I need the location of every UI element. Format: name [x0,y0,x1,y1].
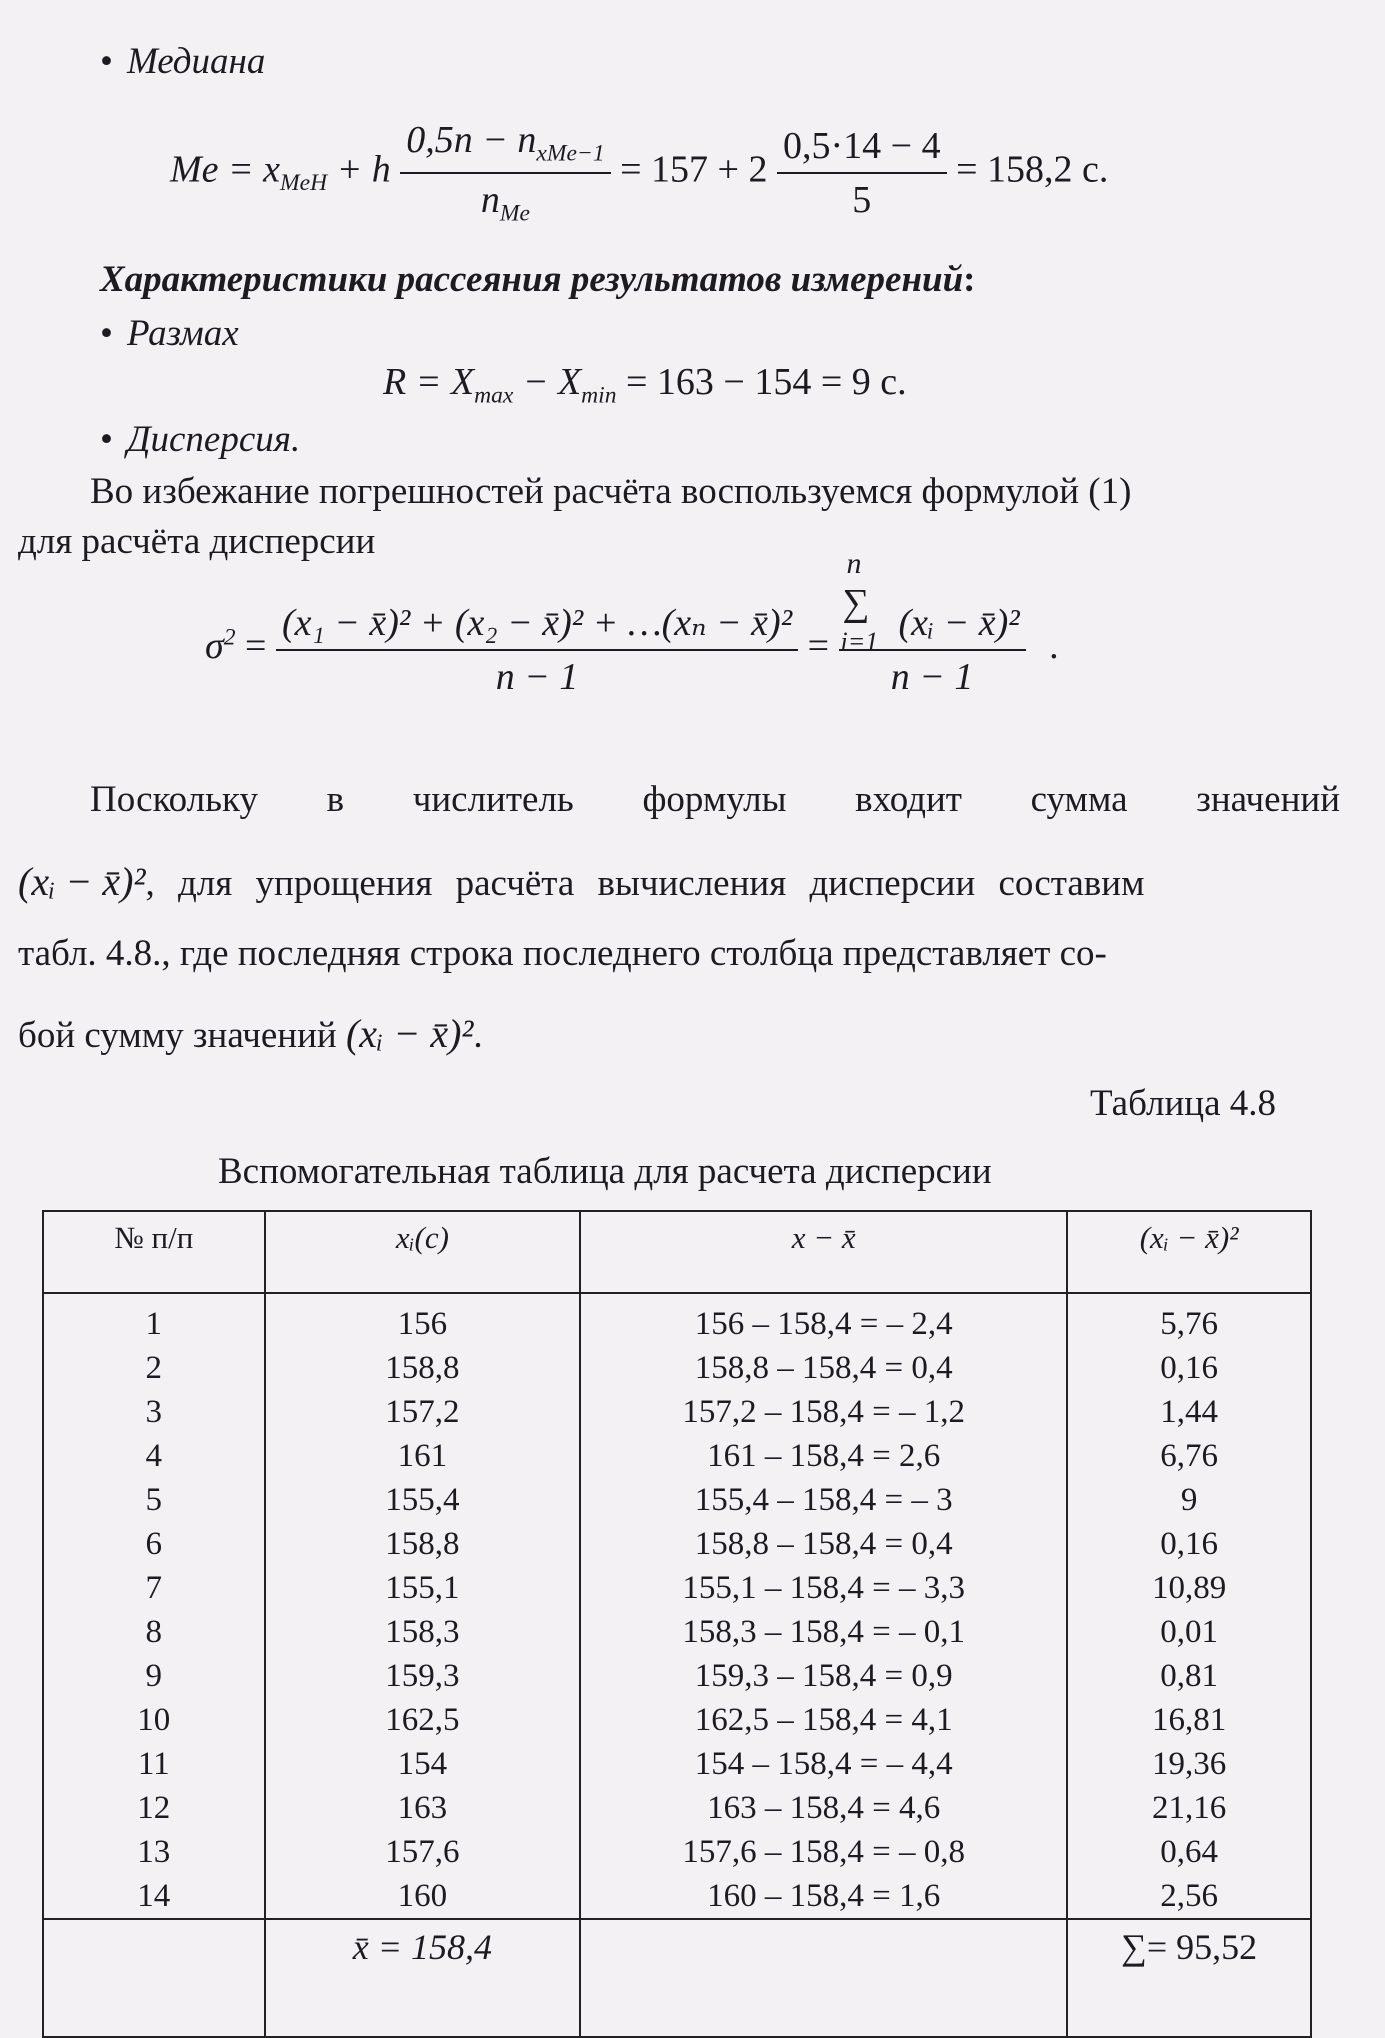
table-caption: Вспомогательная таблица для расчета дисперсии [218,1151,992,1192]
cell-index: 5 [43,1478,265,1522]
scatter-heading [100,258,975,301]
cell-deviation: 163 – 158,4 = 4,6 [580,1786,1067,1830]
cell-xi: 158,3 [265,1610,581,1654]
cell-index: 1 [43,1293,265,1346]
scatter-heading-colon: : [963,259,976,300]
cell-xi: 162,5 [265,1698,581,1742]
cell-deviation: 157,6 – 158,4 = – 0,8 [580,1830,1067,1874]
median-lhs-sub: MeH [280,169,328,196]
paragraph2-line-4-end: . [473,1015,483,1056]
cell-index: 6 [43,1522,265,1566]
median-frac2-num: 0,5·14 − 4 [782,124,941,167]
cell-index: 14 [43,1874,265,1919]
cell-deviation: 157,2 – 158,4 = – 1,2 [580,1390,1067,1434]
cell-deviation: 158,8 – 158,4 = 0,4 [580,1346,1067,1390]
cell-squared-deviation: 21,16 [1067,1786,1311,1830]
variance-paragraph-line-2: для расчёта дисперсии [18,521,376,562]
paragraph2-expr-1: (xᵢ − x̄)² [18,859,146,904]
cell-index: 11 [43,1742,265,1786]
table-label: Таблица 4.8 [1090,1083,1276,1124]
variance-num-2: (xᵢ − x̄)² [898,601,1020,644]
cell-index: 9 [43,1654,265,1698]
range-formula [383,360,907,410]
header-deviation: x − x̄ [580,1211,1067,1293]
cell-xi: 157,6 [265,1830,581,1874]
variance-num-1: (x₁ − x̄)² + (x₂ − x̄)² + …(xₙ − x̄)² [281,602,793,644]
cell-squared-deviation: 0,01 [1067,1610,1311,1654]
cell-xi: 157,2 [265,1390,581,1434]
range-heading: • Размах [100,312,239,355]
cell-deviation: 154 – 158,4 = – 4,4 [580,1742,1067,1786]
median-lhs: Me = x [170,148,281,191]
footer-mean: x̄ = 158,4 [265,1919,581,2037]
variance-table [42,1210,1312,2038]
variance-paragraph-line-1: Во избежание погрешностей расчёта воспользуемся формулой (1) [90,471,1132,512]
cell-squared-deviation: 2,56 [1067,1874,1311,1919]
cell-index: 4 [43,1434,265,1478]
table-row [43,1434,1311,1478]
footer-empty-2 [580,1919,1067,2037]
cell-xi: 159,3 [265,1654,581,1698]
cell-deviation: 159,3 – 158,4 = 0,9 [580,1654,1067,1698]
variance-formula-dot: . [1049,625,1059,668]
sum-lower-limit: i=1 [840,626,879,656]
variance-den-2: n − 1 [839,649,1026,699]
cell-xi: 158,8 [265,1522,581,1566]
cell-deviation: 155,1 – 158,4 = – 3,3 [580,1566,1067,1610]
cell-index: 12 [43,1786,265,1830]
variance-formula [205,546,1059,699]
variance-fraction-1 [276,600,798,699]
cell-index: 8 [43,1610,265,1654]
sum-upper-limit: n [846,546,862,580]
header-squared-deviation: (xᵢ − x̄)² [1067,1211,1311,1293]
median-mid: = 157 + 2 [620,148,768,191]
variance-eq-1: = [235,625,267,668]
cell-deviation: 156 – 158,4 = – 2,4 [580,1293,1067,1346]
paragraph2-line-4 [18,1010,483,1057]
cell-index: 13 [43,1830,265,1874]
median-frac1-num: 0,5n − n [406,119,537,161]
table-row [43,1830,1311,1874]
table-header-row [43,1211,1311,1293]
cell-xi: 156 [265,1293,581,1346]
range-lhs: R = X [383,361,475,403]
cell-deviation: 158,3 – 158,4 = – 0,1 [580,1610,1067,1654]
cell-deviation: 161 – 158,4 = 2,6 [580,1434,1067,1478]
variance-fraction-2 [839,546,1026,699]
table-row [43,1874,1311,1919]
range-minus: − X [513,361,582,403]
paragraph2-line-1: Поскольку в числитель формулы входит сумма значений [90,779,1340,820]
cell-index: 3 [43,1390,265,1434]
sum-sign: ∑ [842,581,870,624]
range-sub-max: max [474,382,514,409]
cell-squared-deviation: 0,16 [1067,1346,1311,1390]
median-frac1-den-sub: Me [499,200,530,227]
table-row [43,1786,1311,1830]
cell-deviation: 162,5 – 158,4 = 4,1 [580,1698,1067,1742]
header-index: № п/п [43,1211,265,1293]
cell-xi: 163 [265,1786,581,1830]
paragraph2-expr-2: (xᵢ − x̄)² [345,1011,474,1056]
range-result: = 163 − 154 = 9 с. [616,361,907,403]
cell-squared-deviation: 5,76 [1067,1293,1311,1346]
cell-deviation: 155,4 – 158,4 = – 3 [580,1478,1067,1522]
table-row [43,1522,1311,1566]
table-row [43,1742,1311,1786]
sigma-symbol: σ [205,625,224,668]
table-row [43,1293,1311,1346]
median-frac1-num-sub: xMe−1 [536,140,605,167]
table-row [43,1610,1311,1654]
table-row [43,1478,1311,1522]
cell-squared-deviation: 6,76 [1067,1434,1311,1478]
table-row [43,1566,1311,1610]
cell-index: 7 [43,1566,265,1610]
cell-squared-deviation: 0,16 [1067,1522,1311,1566]
header-xi: xᵢ(с) [265,1211,581,1293]
cell-squared-deviation: 9 [1067,1478,1311,1522]
range-sub-min: min [581,382,617,409]
cell-xi: 155,1 [265,1566,581,1610]
paragraph2-line-3: табл. 4.8., где последняя строка последнего столбца представляет со- [18,933,1107,974]
table-row [43,1390,1311,1434]
median-heading: • Медиана [100,40,265,83]
table-row [43,1346,1311,1390]
table-footer-row [43,1919,1311,2037]
cell-squared-deviation: 0,64 [1067,1830,1311,1874]
cell-squared-deviation: 0,81 [1067,1654,1311,1698]
cell-xi: 154 [265,1742,581,1786]
sigma-exponent: 2 [223,624,236,651]
median-fraction-1 [400,118,610,227]
footer-sum: ∑= 95,52 [1067,1919,1311,2037]
median-result: = 158,2 с. [956,148,1109,191]
cell-squared-deviation: 1,44 [1067,1390,1311,1434]
cell-squared-deviation: 19,36 [1067,1742,1311,1786]
cell-index: 10 [43,1698,265,1742]
cell-deviation: 158,8 – 158,4 = 0,4 [580,1522,1067,1566]
median-frac2-den: 5 [777,172,947,222]
footer-empty-1 [43,1919,265,2037]
cell-xi: 160 [265,1874,581,1919]
cell-index: 2 [43,1346,265,1390]
scatter-heading-text: Характеристики рассеяния результатов измерений [100,259,964,300]
median-frac1-den: n [480,178,500,221]
cell-xi: 155,4 [265,1478,581,1522]
table-row [43,1654,1311,1698]
table-row [43,1698,1311,1742]
cell-squared-deviation: 10,89 [1067,1566,1311,1610]
cell-xi: 161 [265,1434,581,1478]
cell-squared-deviation: 16,81 [1067,1698,1311,1742]
variance-eq-2: = [807,625,830,668]
variance-den-1: n − 1 [276,649,798,699]
variance-heading: • Дисперсия. [100,418,300,461]
paragraph2-line-2 [18,858,1338,905]
cell-xi: 158,8 [265,1346,581,1390]
cell-deviation: 160 – 158,4 = 1,6 [580,1874,1067,1919]
paragraph2-line-4-text: бой сумму значений [18,1015,337,1056]
median-formula [170,118,1108,227]
median-fraction-2 [777,124,947,222]
paragraph2-line-2-text: , для упрощения расчёта вычисления дисперсии составим [145,863,1145,904]
median-h: + h [336,148,391,191]
